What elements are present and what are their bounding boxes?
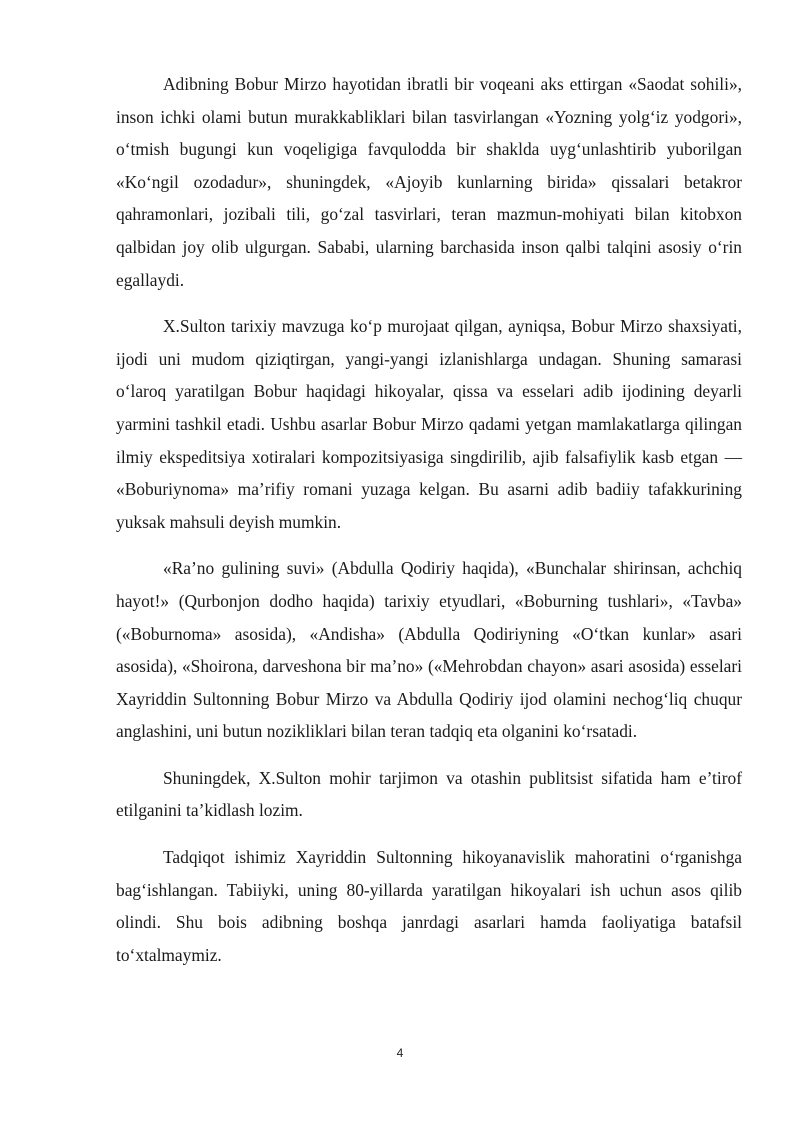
paragraph: Adibning Bobur Mirzo hayotidan ibratli bir voqeani aks ettirgan «Saodat sohili», inson ichki olami butun murakkabliklari bilan tasvirlangan «Yozning yolg‘iz yodgori», o‘tmish bugungi kun voqeligiga favqulodda bir shaklda uyg‘unlashtirib yuborilgan «Ko‘ngil ozodadur», shuningdek, «Ajoyib kunlarning birida» qissalari betakror qahramonlari, jozibali tili, go‘zal tasvirlari, teran mazmun-mohiyati bilan kitobxon qalbidan joy olib ulgurgan. Sababi, ularning barchasida inson qalbi talqini asosiy o‘rin egallaydi.	[116, 74, 742, 290]
page-body	[116, 68, 742, 985]
page-number: 4	[396, 1046, 404, 1060]
paragraph: «Ra’no gulining suvi» (Abdulla Qodiriy haqida), «Bunchalar shirinsan, achchiq hayot!» (Qurbonjon dodho haqida) tarixiy etyudlari, «Boburning tushlari», «Tavba» («Boburnoma» asosida), «Andisha» (Abdulla Qodiriyning «O‘tkan kunlar» asari asosida), «Shoirona, darveshona bir ma’no» («Mehrobdan chayon» asari asosida) esselari Xayriddin Sultonning Bobur Mirzo va Abdulla Qodiriy ijod olamini nechog‘liq chuqur anglashini, uni butun nozikliklari bilan teran tadqiq eta olganini ko‘rsatadi.	[116, 558, 742, 742]
paragraph: Tadqiqot ishimiz Xayriddin Sultonning hikoyanavislik mahoratini o‘rganishga bag‘ishlangan. Tabiiyki, uning 80-yillarda yaratilgan hikoyalari ish uchun asos qilib olindi. Shu bois adibning boshqa janrdagi asarlari hamda faoliyatiga batafsil to‘xtalmaymiz.	[116, 847, 742, 965]
paragraph: Shuningdek, X.Sulton mohir tarjimon va otashin publitsist sifatida ham e’tirof etilganini ta’kidlash lozim.	[116, 767, 742, 821]
paragraph: X.Sulton tarixiy mavzuga ko‘p murojaat qilgan, ayniqsa, Bobur Mirzo shaxsiyati, ijodi uni mudom qiziqtirgan, yangi-yangi izlanishlarga undagan. Shuning samarasi o‘laroq yaratilgan Bobur haqidagi hikoyalar, qissa va esselari adib ijodining deyarli yarmini tashkil etadi. Ushbu asarlar Bobur Mirzo qadami yetgan mamlakatlarga qilingan ilmiy ekspeditsiya xotiralari kompozitsiyasiga singdirilib, ajib falsafiylik kasb etgan — «Boburiynoma» ma’rifiy romani yuzaga kelgan. Bu asarni adib badiiy tafakkurining yuksak mahsuli deyish mumkin.	[116, 316, 742, 532]
